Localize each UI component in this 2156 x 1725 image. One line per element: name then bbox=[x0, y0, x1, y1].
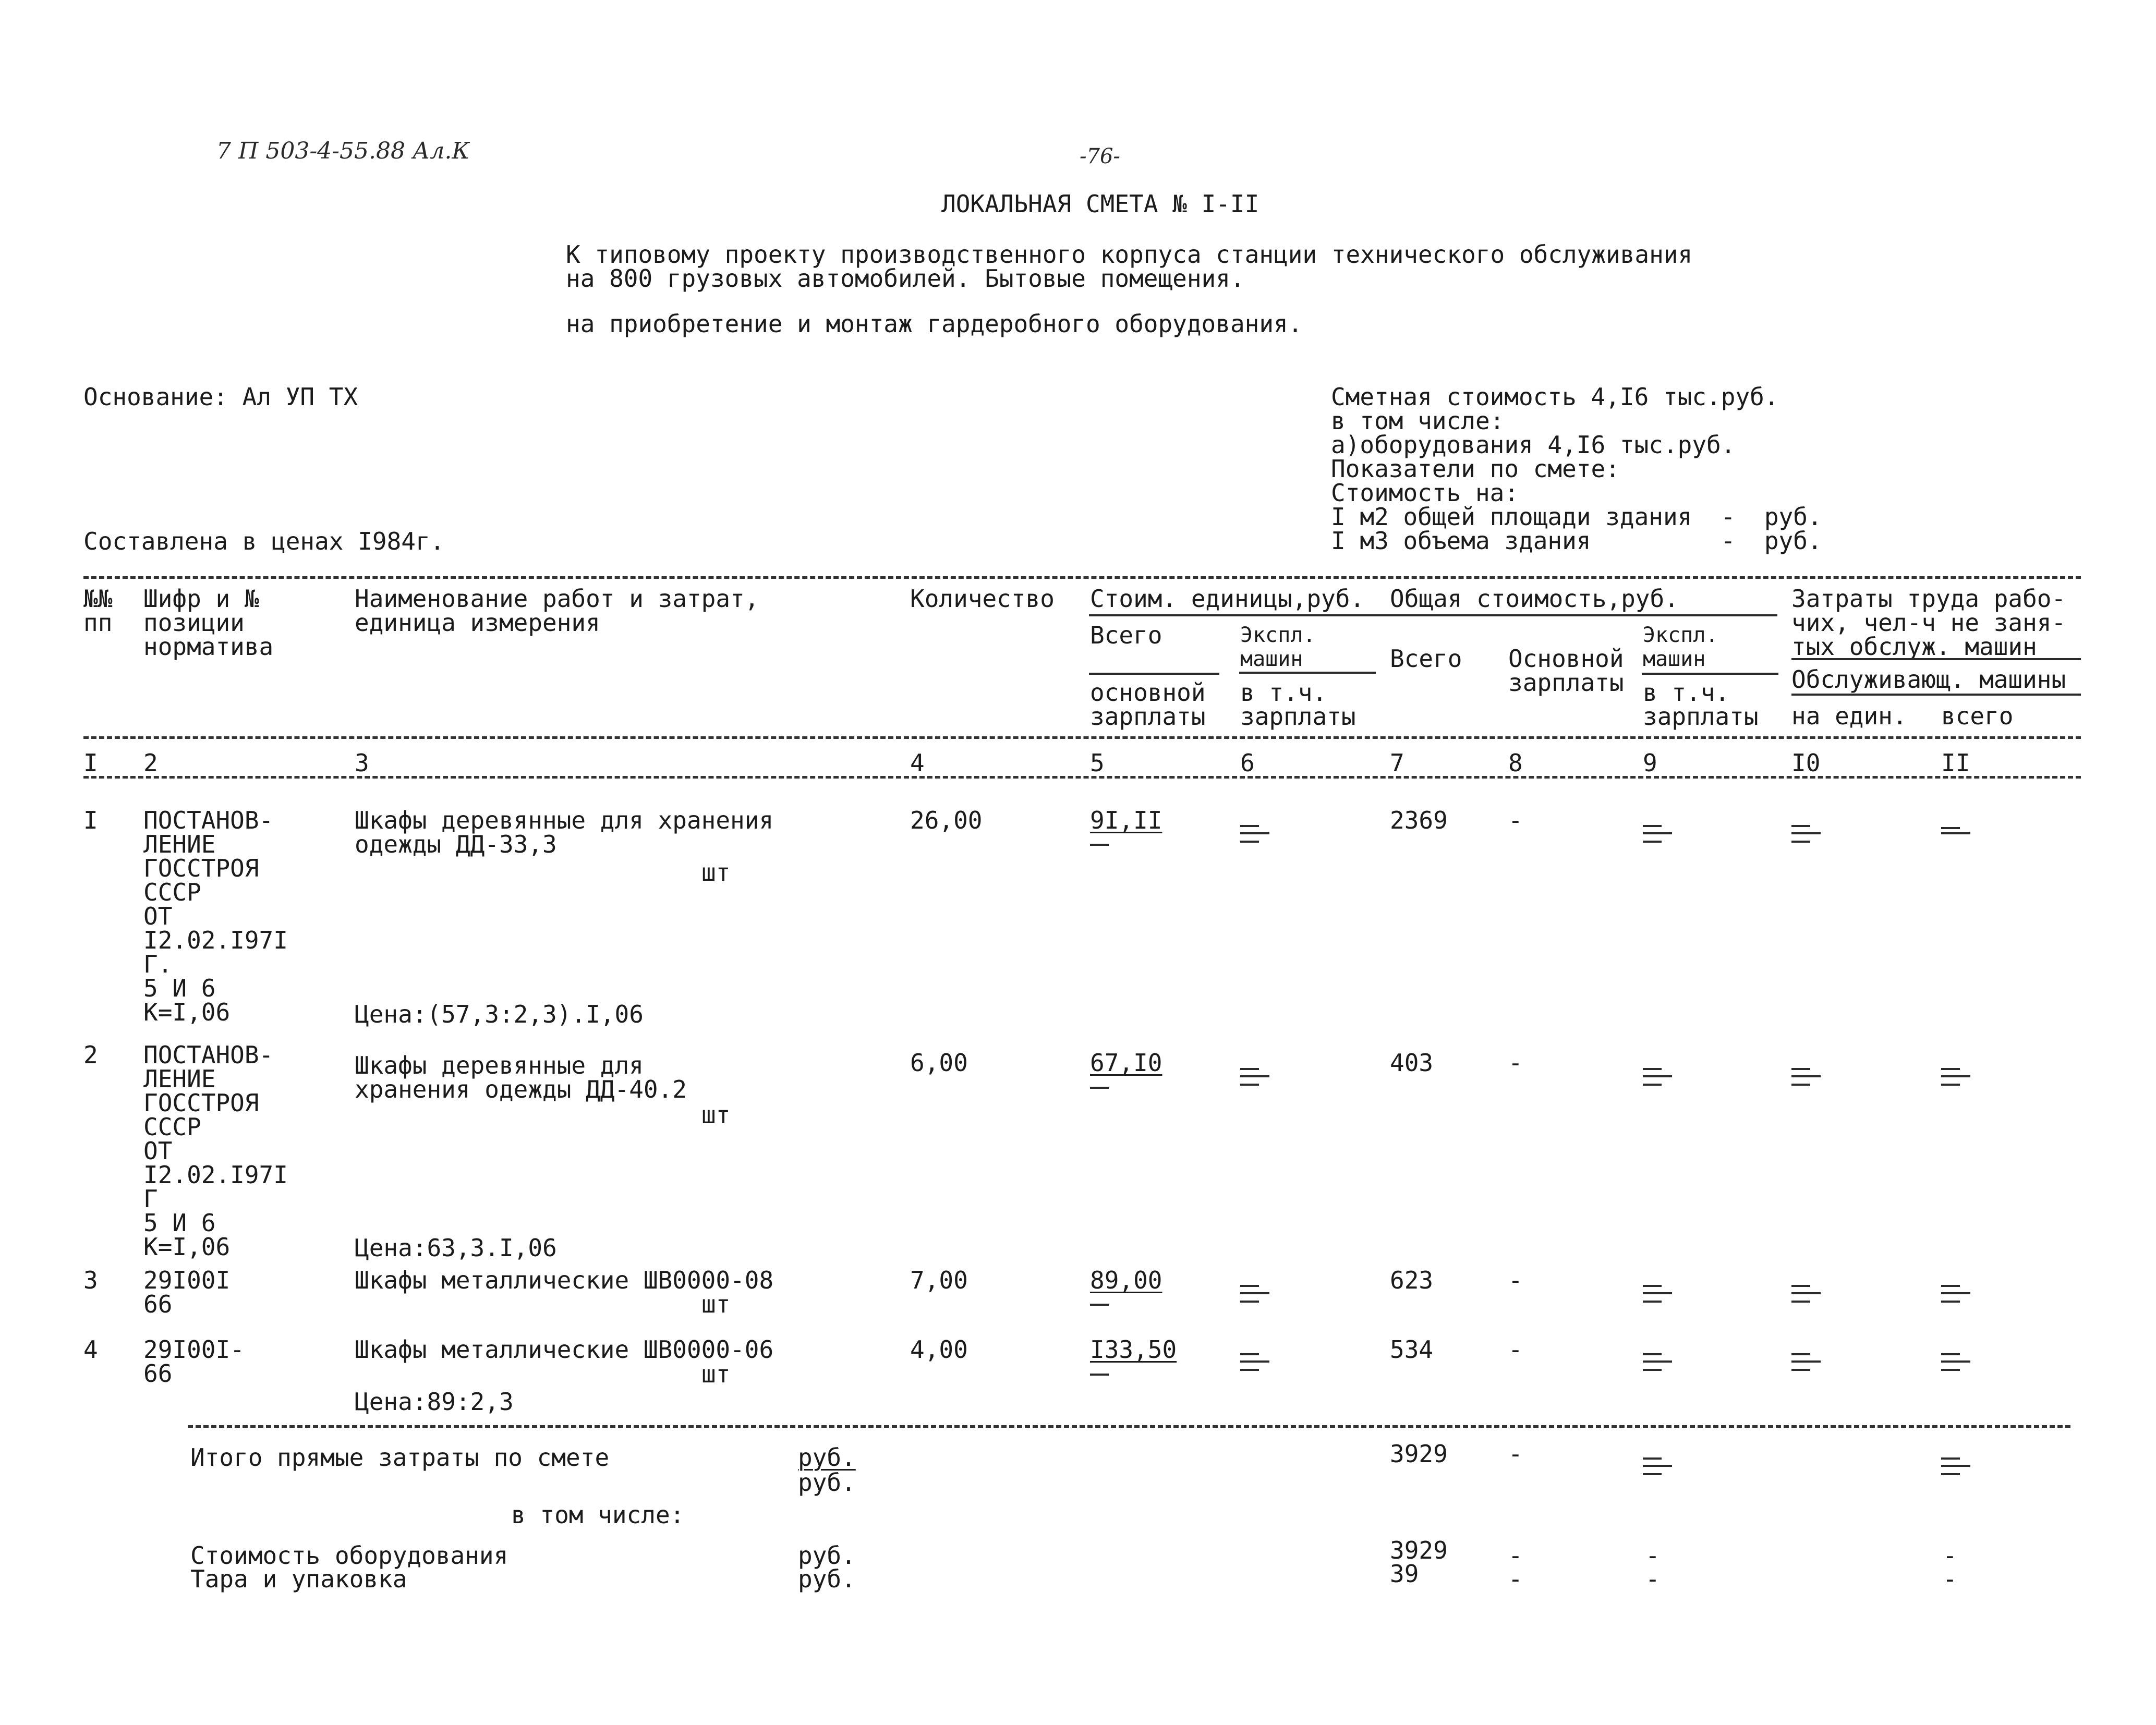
subtitle-line-3: на приобретение и монтаж гардеробного оборудования. bbox=[566, 310, 1303, 338]
header-labor-underline bbox=[1791, 658, 2081, 660]
direct-costs-total: 3929 bbox=[1390, 1440, 1448, 1468]
empty-value-mark bbox=[1240, 1285, 1269, 1308]
table-top-rule bbox=[83, 576, 2081, 579]
column-number: 5 bbox=[1090, 749, 1105, 777]
including-label: в том числе: bbox=[511, 1501, 685, 1529]
row-code: 29I00I- 66 bbox=[143, 1335, 245, 1388]
row-price: Цена:89:2,3 bbox=[355, 1388, 514, 1416]
row-unit: шт bbox=[701, 1360, 731, 1388]
row-number: 3 bbox=[83, 1266, 98, 1294]
row-number: 2 bbox=[83, 1041, 98, 1069]
equipment-cost-unit: руб. bbox=[798, 1541, 856, 1570]
summary-line: I м3 объема здания - руб. bbox=[1331, 527, 1822, 555]
header-quantity: Количество bbox=[910, 585, 1055, 613]
row-unit: шт bbox=[701, 858, 731, 886]
header-unit-machine-wage: в т.ч. зарплаты bbox=[1240, 678, 1356, 731]
empty-value-mark bbox=[1240, 1068, 1269, 1091]
row-unit-cost: 9I,II bbox=[1090, 806, 1162, 834]
row-total-wage: - bbox=[1508, 1049, 1523, 1077]
summary-line: в том числе: bbox=[1331, 407, 1505, 435]
row-price: Цена:63,3.I,06 bbox=[355, 1234, 557, 1262]
row-total-wage: - bbox=[1508, 806, 1523, 834]
header-total-machines: Экспл. машин bbox=[1643, 623, 1718, 671]
header-labor-machines: Обслуживающ. машины bbox=[1791, 665, 2066, 694]
header-total-machine-wage: в т.ч. зарплаты bbox=[1643, 678, 1759, 731]
packing-label: Тара и упаковка bbox=[190, 1565, 407, 1593]
empty-value-mark bbox=[1791, 1353, 1821, 1376]
empty-value-mark bbox=[1791, 1285, 1821, 1308]
summary-line: I м2 общей площади здания - руб. bbox=[1331, 503, 1822, 531]
empty-value-mark bbox=[1941, 1068, 1970, 1091]
row-unit-cost: I33,50 bbox=[1090, 1335, 1177, 1364]
header-unit-total: Всего bbox=[1090, 621, 1162, 649]
row-code: ПОСТАНОВ- ЛЕНИЕ ГОССТРОЯ СССР ОТ I2.02.I97I Г 5 И 6 К=I,06 bbox=[143, 1041, 288, 1261]
packing-labor: - bbox=[1943, 1565, 1957, 1593]
column-number: 6 bbox=[1240, 749, 1255, 777]
header-total: Всего bbox=[1390, 645, 1462, 673]
totals-rule bbox=[188, 1425, 2070, 1428]
empty-value-mark bbox=[1090, 841, 1119, 864]
equipment-cost-machines: - bbox=[1645, 1541, 1660, 1570]
header-row-number: №№ пп bbox=[83, 585, 113, 637]
empty-value-mark bbox=[1090, 1301, 1119, 1323]
column-number: 2 bbox=[143, 749, 158, 777]
equipment-cost-wage: - bbox=[1508, 1541, 1523, 1570]
header-code: Шифр и № позиции норматива bbox=[143, 585, 274, 661]
empty-value-mark bbox=[1643, 825, 1672, 848]
header-unit-total-underline bbox=[1089, 673, 1219, 675]
header-unit-wage: основной зарплаты bbox=[1090, 678, 1206, 731]
empty-value-mark bbox=[1090, 1370, 1119, 1393]
equipment-cost-labor: - bbox=[1943, 1541, 1957, 1570]
page-number: -76- bbox=[1080, 144, 1120, 168]
empty-value-mark bbox=[1240, 825, 1269, 848]
header-unit-machines: Экспл. машин bbox=[1240, 623, 1316, 671]
column-number: I0 bbox=[1791, 749, 1821, 777]
column-numbers-rule bbox=[83, 776, 2081, 779]
column-number: 9 bbox=[1643, 749, 1657, 777]
row-name: Шкафы металлические ШВ0000-06 bbox=[355, 1335, 774, 1364]
row-name: Шкафы деревянные для хранения одежды ДД-40.2 bbox=[355, 1051, 687, 1103]
row-quantity: 26,00 bbox=[910, 806, 983, 834]
direct-costs-label: Итого прямые затраты по смете bbox=[190, 1443, 610, 1472]
summary-line: Сметная стоимость 4,I6 тыс.руб. bbox=[1331, 383, 1779, 411]
row-quantity: 4,00 bbox=[910, 1335, 968, 1364]
subtitle-line-1: К типовому проекту производственного корпуса станции технического обслуживания bbox=[566, 240, 1693, 269]
header-total-wage: Основной зарплаты bbox=[1508, 645, 1624, 697]
row-total: 534 bbox=[1390, 1335, 1434, 1364]
empty-value-mark bbox=[1941, 1457, 1970, 1480]
row-code: ПОСТАНОВ- ЛЕНИЕ ГОССТРОЯ СССР ОТ I2.02.I97I Г. 5 И 6 К=I,06 bbox=[143, 806, 288, 1026]
header-total-machines-underline bbox=[1642, 673, 1778, 675]
summary-line: Стоимость на: bbox=[1331, 479, 1519, 507]
row-unit: шт bbox=[701, 1290, 731, 1318]
empty-value-mark bbox=[1643, 1457, 1672, 1480]
packing-machines: - bbox=[1645, 1565, 1660, 1593]
row-total: 403 bbox=[1390, 1049, 1434, 1077]
empty-value-mark bbox=[1941, 827, 1970, 850]
row-name: Шкафы деревянные для хранения одежды ДД-33,3 bbox=[355, 806, 774, 858]
empty-value-mark bbox=[1791, 1068, 1821, 1091]
row-unit-cost: 89,00 bbox=[1090, 1266, 1162, 1294]
empty-value-mark bbox=[1090, 1084, 1119, 1107]
column-number: 4 bbox=[910, 749, 925, 777]
packing-unit: руб. bbox=[798, 1565, 856, 1593]
column-number: I bbox=[83, 749, 98, 777]
row-unit: шт bbox=[701, 1101, 731, 1129]
header-bottom-rule bbox=[83, 736, 2081, 739]
row-total: 623 bbox=[1390, 1266, 1434, 1294]
summary-line: Показатели по смете: bbox=[1331, 455, 1620, 483]
row-total: 2369 bbox=[1390, 806, 1448, 834]
empty-value-mark bbox=[1643, 1353, 1672, 1376]
row-code: 29I00I 66 bbox=[143, 1266, 231, 1318]
basis: Основание: Ал УП ТХ bbox=[83, 383, 358, 411]
equipment-cost-total: 3929 bbox=[1390, 1536, 1448, 1564]
column-number: 3 bbox=[355, 749, 369, 777]
direct-costs-wage: - bbox=[1508, 1440, 1523, 1468]
row-name: Шкафы металлические ШВ0000-08 bbox=[355, 1266, 774, 1294]
empty-value-mark bbox=[1791, 825, 1821, 848]
empty-value-mark bbox=[1240, 1353, 1269, 1376]
price-level: Составлена в ценах I984г. bbox=[83, 527, 445, 555]
equipment-cost-label: Стоимость оборудования bbox=[190, 1541, 508, 1570]
header-labor-total: всего bbox=[1941, 702, 2014, 730]
direct-costs-unit: руб. bbox=[798, 1443, 856, 1472]
row-unit-cost: 67,I0 bbox=[1090, 1049, 1162, 1077]
row-quantity: 6,00 bbox=[910, 1049, 968, 1077]
header-labor-machines-underline bbox=[1791, 694, 2081, 696]
row-price: Цена:(57,3:2,3).I,06 bbox=[355, 1000, 644, 1028]
packing-total: 39 bbox=[1390, 1560, 1419, 1588]
document-code: 7 П 503-4-55.88 Ал.К bbox=[216, 138, 470, 164]
empty-value-mark bbox=[1643, 1068, 1672, 1091]
summary-line: а)оборудования 4,I6 тыс.руб. bbox=[1331, 431, 1736, 459]
header-labor-per-unit: на един. bbox=[1791, 702, 1907, 730]
empty-value-mark bbox=[1941, 1353, 1970, 1376]
row-number: 4 bbox=[83, 1335, 98, 1364]
header-unit-cost: Стоим. единицы,руб. bbox=[1090, 585, 1365, 613]
estimate-title: ЛОКАЛЬНАЯ СМЕТА № I-II bbox=[941, 190, 1259, 218]
packing-wage: - bbox=[1508, 1565, 1523, 1593]
empty-value-mark bbox=[1643, 1285, 1672, 1308]
row-total-wage: - bbox=[1508, 1266, 1523, 1294]
subtitle-line-2: на 800 грузовых автомобилей. Бытовые помещения. bbox=[566, 264, 1245, 293]
row-total-wage: - bbox=[1508, 1335, 1523, 1364]
column-number: II bbox=[1941, 749, 1970, 777]
empty-value-mark bbox=[1941, 1285, 1970, 1308]
column-number: 7 bbox=[1390, 749, 1404, 777]
header-labor: Затраты труда рабо- чих, чел-ч не заня- тых обслуж. машин bbox=[1791, 585, 2066, 661]
column-number: 8 bbox=[1508, 749, 1523, 777]
direct-costs-unit-2: руб. bbox=[798, 1468, 856, 1497]
header-unit-machines-underline bbox=[1239, 672, 1376, 674]
row-quantity: 7,00 bbox=[910, 1266, 968, 1294]
header-total-cost: Общая стоимость,руб. bbox=[1390, 585, 1679, 613]
row-number: I bbox=[83, 806, 98, 834]
header-cost-underline bbox=[1089, 614, 1777, 616]
header-name: Наименование работ и затрат, единица измерения bbox=[355, 585, 759, 637]
